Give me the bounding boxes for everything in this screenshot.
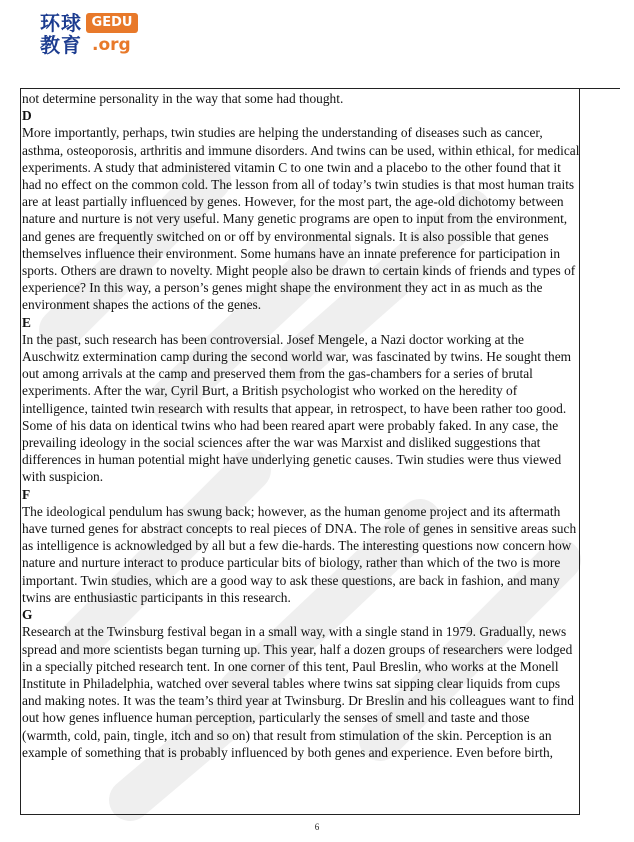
section-letter-g: G [22,607,33,623]
section-paragraph-d: More importantly, perhaps, twin studies are helping the understanding of diseases such as cancer, asthma, osteoporosis, arthritis and immune disorders. And twins can be used, within ethical, for medical experiments. A study that administered vitamin C to one twin and a placebo to the other found that it had no effect on the common cold. The lesson from all of today’s twin studies is that most human traits are at least partially influenced by genes. However, for the most part, the age-old dichotomy between nature and nurture is not very useful. Many genetic programs are open to input from the environment, and genes are frequently switched on or off by environmental signals. It is also possible that genes themselves influence their environment. Some humans have an innate preference for participation in sports. Others are drawn to novelty. Might people also be drawn to certain kinds of friends and types of experience? In this way, a person’s genes might shape the environment they act in as much as the environment shapes the actions of the genes. [22,125,580,313]
gedu-logo [40,12,140,56]
logo-domain: .org [92,35,131,55]
section-paragraph-f: The ideological pendulum has swung back; however, as the human genome project and its aftermath have turned genes for abstract concepts to real pieces of DNA. The role of genes in sensitive areas such as intelligence is acknowledged by all but a few die-hards. The interesting questions now concern how nature and nurture interact to produce particular bits of biology, rather than which of the two is more important. Twin studies, which are a good way to ask these questions, are back in fashion, and many twins are enthusiastic participants in this research. [22,503,577,605]
section-paragraph-g: Research at the Twinsburg festival began in a small way, with a single stand in 1979. Gradually, news spread and more scientists began turning up. This year, half a dozen groups of researchers were lodged in a specially pitched research tent. In one corner of this tent, Paul Breslin, who works at the Monell Institute in Philadelphia, watched over several tables where twins sat sipping clear liquids from cups and making notes. It was the team’s third year at Twinsburg. Dr Breslin and his colleagues want to find out how genes influence human perception, particularly the senses of smell and taste and those (warmth, cold, pain, tingle, itch and so on) that result from stimulation of the skin. Perception is an example of something that is probably influenced by both genes and experience. Even before birth, [22,624,574,760]
logo-badge: GEDU [86,13,138,33]
opening-fragment: not determine personality in the way that some had thought. [22,91,344,106]
section-letter-f: F [22,486,31,502]
document-body [22,90,580,761]
page-number: 6 [314,822,320,832]
logo-text-line1: 环球 [40,11,82,35]
section-letter-e: E [22,314,31,330]
section-letter-d: D [22,108,32,124]
logo-text-line2: 教育 [40,33,82,57]
section-paragraph-e: In the past, such research has been controversial. Josef Mengele, a Nazi doctor working at the Auschwitz extermination camp during the second world war, was fascinated by twins. He sought them out among arrivals at the camp and preserved them from the gas-chambers for a series of brutal experiments. After the war, Cyril Burt, a British psychologist who worked on the heredity of intelligence, tainted twin research with results that appear, in retrospect, to have been rather too good. Some of his data on identical twins who had been reared apart were probably faked. In any case, the prevailing ideology in the social sciences after the war was Marxist and disliked suggestions that differences in human potential might have underlying genetic causes. Twin studies were thus viewed with suspicion. [22,331,572,485]
